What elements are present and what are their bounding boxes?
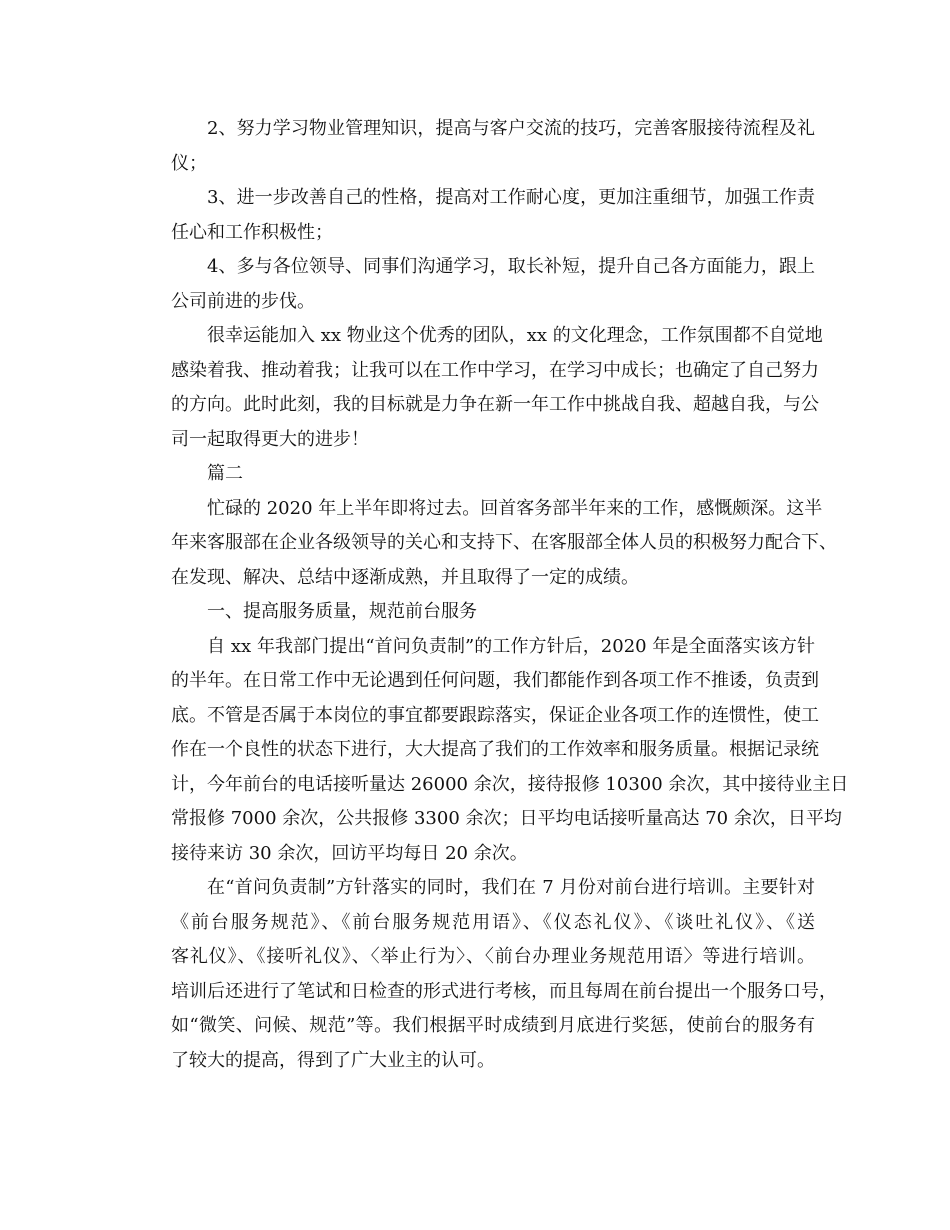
- text-line: 2、努力学习物业管理知识，提高与客户交流的技巧，完善客服接待流程及礼: [207, 118, 815, 139]
- closing-paragraph: [135, 319, 823, 457]
- text-line: 很幸运能加入 xx 物业这个优秀的团队，xx 的文化理念，工作氛围都不自觉地: [207, 325, 823, 346]
- text-line: 3、进一步改善自己的性格，提高对工作耐心度，更加注重细节，加强工作责: [207, 187, 815, 208]
- text-line: 培训后还进行了笔试和日检查的形式进行考核，而且每周在前台提出一个服务口号，: [171, 980, 837, 1002]
- text-line: 计，今年前台的电话接听量达 26000 余次，接待报修 10300 余次，其中接待业主日: [171, 773, 849, 795]
- text-line: 司一起取得更大的进步！: [171, 428, 369, 450]
- text-line: 作在一个良性的状态下进行，大大提高了我们的工作效率和服务质量。根据记录统: [171, 739, 819, 760]
- text-line: 年来客服部在企业各级领导的关心和支持下、在客服部全体人员的积极努力配合下、: [171, 532, 837, 553]
- text-line: 感染着我、推动着我；让我可以在工作中学习，在学习中成长；也确定了自己努力: [171, 359, 819, 381]
- section-heading: [135, 457, 815, 492]
- text-line: 自 xx 年我部门提出“首问负责制”的工作方针后，2020 年是全面落实该方针: [207, 635, 815, 657]
- text-line: 底。不管是否属于本岗位的事宜都要跟踪落实，保证企业各项工作的连惯性，使工: [171, 704, 819, 726]
- intro-paragraph: [135, 492, 837, 596]
- document-body: [135, 112, 849, 1078]
- text-line: 一、提高服务质量，规范前台服务: [207, 601, 477, 622]
- list-item-2: [135, 112, 815, 181]
- text-line: 接待来访 30 余次，回访平均每日 20 余次。: [171, 842, 528, 864]
- text-line: 公司前进的步伐。: [171, 290, 315, 312]
- text-line: 《前台服务规范》、《前台服务规范用语》、《仪态礼仪》、《谈吐礼仪》、《送: [171, 911, 815, 933]
- list-item-4: [135, 250, 815, 319]
- text-line: 了较大的提高，得到了广大业主的认可。: [171, 1049, 495, 1071]
- list-item-3: [135, 181, 815, 250]
- text-line: 如“微笑、问候、规范”等。我们根据平时成绩到月底进行奖惩，使前台的服务有: [171, 1015, 815, 1036]
- subheading: [135, 595, 815, 630]
- text-line: 的方向。此时此刻，我的目标就是力争在新一年工作中挑战自我、超越自我，与公: [171, 394, 819, 415]
- text-line: 常报修 7000 余次，公共报修 3300 余次；日平均电话接听量高达 70 余次，日平均: [171, 808, 842, 829]
- body-paragraph: [135, 630, 849, 872]
- text-line: 4、多与各位领导、同事们沟通学习，取长补短，提升自己各方面能力，跟上: [207, 256, 815, 277]
- text-line: 篇二: [207, 463, 243, 484]
- text-line: 任心和工作积极性；: [171, 221, 333, 243]
- text-line: 在发现、解决、总结中逐渐成熟，并且取得了一定的成绩。: [171, 566, 639, 588]
- text-line: 仪；: [171, 152, 207, 174]
- text-line: 忙碌的 2020 年上半年即将过去。回首客务部半年来的工作，感慨颇深。这半: [207, 497, 823, 519]
- text-line: 在“首问负责制”方针落实的同时，我们在 7 月份对前台进行培训。主要针对: [207, 877, 815, 898]
- text-line: 的半年。在日常工作中无论遇到任何问题，我们都能作到各项工作不推诿，负责到: [171, 670, 819, 691]
- body-paragraph: [135, 871, 837, 1078]
- text-line: 客礼仪》、《接听礼仪》、〈举止行为〉、〈前台办理业务规范用语〉等进行培训。: [171, 946, 815, 967]
